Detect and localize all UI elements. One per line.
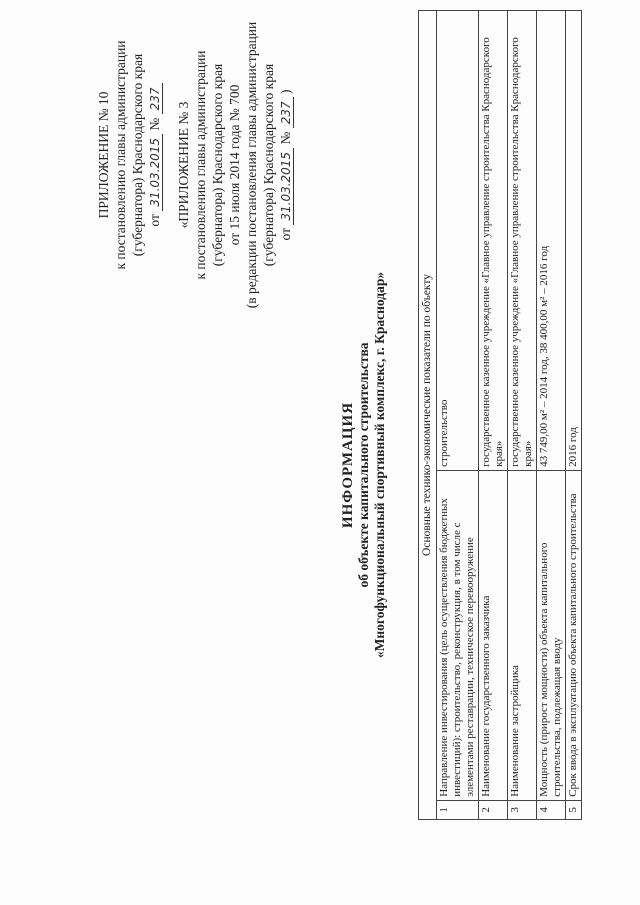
row-name: Наименование государственного заказчика (479, 470, 508, 800)
table-row (479, 11, 508, 820)
heading-title: ИНФОРМАЦИЯ (340, 401, 356, 529)
appendix-3-number-handwritten: 237 (279, 97, 294, 128)
row-number: 4 (537, 800, 566, 819)
appendix-10-number-handwritten: 237 (148, 83, 163, 114)
table-row (537, 11, 566, 820)
row-value: 43 749,00 м² – 2014 год, 38 400,00 м² – 2016 год (537, 11, 566, 471)
appendix-10-block (95, 5, 164, 305)
appendix-10-title: ПРИЛОЖЕНИЕ № 10 (96, 91, 111, 219)
appendix-10-date-handwritten: 31.03.2015 (148, 134, 163, 211)
document-heading (340, 165, 388, 765)
row-value: строительство (437, 11, 479, 471)
row-name: Наименование застройщика (508, 470, 537, 800)
appendix-10-line1: к постановлению главы администрации (113, 40, 128, 270)
row-value: 2016 год (566, 11, 582, 471)
row-number: 3 (508, 800, 537, 819)
appendix-3-number-sign: № (278, 131, 293, 145)
table-row (566, 11, 582, 820)
appendix-10-line2: (губернатора) Краснодарского края (130, 53, 145, 257)
row-number: 5 (566, 800, 582, 819)
appendix-3-line1: к постановлению главы администрации (193, 50, 208, 280)
table-caption-row (419, 11, 437, 820)
appendix-3-line4: (в редакции постановления главы администрации (244, 21, 259, 309)
appendix-10-number-sign: № (147, 117, 162, 131)
table-row (437, 11, 479, 820)
appendix-10-date-line (146, 5, 164, 305)
row-value: государственное казенное учреждение «Главное управление строительства Краснодарского края» (508, 11, 537, 471)
appendix-3-block (175, 5, 295, 325)
row-name: Срок ввода в эксплуатацию объекта капитального строительства (566, 470, 582, 800)
indicators-table (418, 10, 582, 820)
table-row (508, 11, 537, 820)
appendix-3-title: «ПРИЛОЖЕНИЕ № 3 (176, 101, 191, 229)
appendix-3-close: ) (278, 89, 293, 94)
appendix-10-from: от (147, 214, 162, 227)
heading-subtitle: об объекте капитального строительства (356, 342, 371, 588)
table-caption: Основные технико-экономические показатели по объекту (419, 11, 437, 820)
row-name: Направление инвестирования (цель осуществления бюджетных инвестиций): строительство, реконструкция, в том числе с элементами реставрации, техническое перевооружение (437, 470, 479, 800)
heading-object: «Многофункциональный спортивный комплекс, г. Краснодар» (372, 271, 387, 659)
appendix-3-line5: (губернатора) Краснодарского края (261, 63, 276, 267)
row-value: государственное казенное учреждение «Главное управление строительства Краснодарского края» (479, 11, 508, 471)
row-number: 1 (437, 800, 479, 819)
appendix-3-date-handwritten: 31.03.2015 (279, 148, 294, 225)
appendix-3-line2: (губернатора) Краснодарского края (210, 63, 225, 267)
appendix-3-from: от (278, 228, 293, 241)
row-name: Мощность (прирост мощности) объекта капитального строительства, подлежащая вводу (537, 470, 566, 800)
row-number: 2 (479, 800, 508, 819)
appendix-3-date-line (277, 5, 295, 325)
appendix-3-line3: от 15 июля 2014 года № 700 (227, 84, 242, 246)
